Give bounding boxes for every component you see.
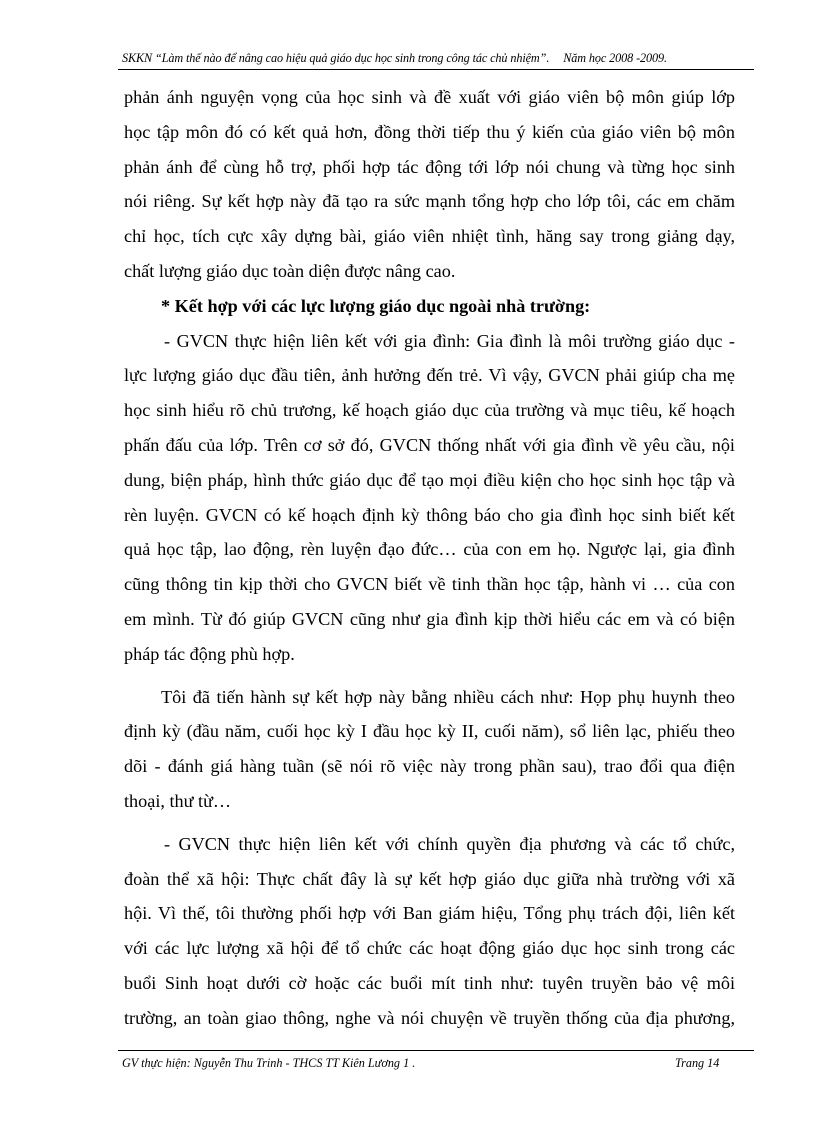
page-footer [122,1056,722,1071]
text-line: thoại, thư từ… [124,790,232,811]
text-line: buổi Sinh hoạt dưới cờ hoặc các buổi mít tinh như: tuyên truyền bảo vệ môi [124,972,735,993]
text-line: Tôi đã tiến hành sự kết hợp này bằng nhiều cách như: Họp phụ huynh theo [161,686,735,707]
text-line: trường, an toàn giao thông, nghe và nói chuyện về truyền thống của địa phương, [124,1007,735,1028]
text-line: nói riêng. Sự kết hợp này đã tạo ra sức mạnh tổng hợp cho lớp tôi, các em chăm [124,191,735,212]
text-line: lực lượng giáo dục đầu tiên, ảnh hưởng đến trẻ. Vì vậy, GVCN phải giúp cha mẹ [124,365,735,386]
text-line: dõi - đánh giá hàng tuần (sẽ nói rõ việc này trong phần sau), trao đổi qua điện [124,756,735,777]
paragraph-2 [124,324,735,672]
text-line: đoàn thể xã hội: Thực chất đây là sự kết hợp giáo dục giữa nhà trường với xã [124,868,735,889]
text-line: pháp tác động phù hợp. [124,643,295,664]
page-header [122,51,752,66]
text-line: với các lực lượng xã hội để tổ chức các hoạt động giáo dục học sinh trong các [124,938,735,959]
text-line: chỉ học, tích cực xây dựng bài, giáo viên nhiệt tình, hăng say trong giảng dạy, [124,226,735,247]
text-line: phản ánh để cùng hỗ trợ, phối hợp tác động tới lớp nói chung và từng học sinh [124,156,735,177]
text-line: dung, biện pháp, hình thức giáo dục để tạo mọi điều kiện cho học sinh học tập và [124,469,735,490]
text-line: chất lượng giáo dục toàn diện được nâng cao. [124,260,456,281]
text-line: quả học tập, lao động, rèn luyện đạo đức… của con em họ. Ngược lại, gia đình [124,539,735,560]
text-line: phấn đấu của lớp. Trên cơ sở đó, GVCN thống nhất với gia đình về yêu cầu, nội [124,434,735,455]
header-year: Năm học 2008 -2009. [563,51,667,65]
document-body [124,80,735,1036]
text-line: cũng thông tin kịp thời cho GVCN biết về tinh thần học tập, hành vi … của con [124,574,735,595]
paragraph-1 [124,80,735,289]
text-line: phản ánh nguyện vọng của học sinh và đề xuất với giáo viên bộ môn giúp lớp [124,87,735,107]
header-title: SKKN “Làm thế nào để nâng cao hiệu quả giáo dục học sinh trong công tác chủ nhiệm”. [122,51,550,65]
paragraph-3 [124,680,735,819]
header-rule [118,69,754,70]
footer-rule [118,1050,754,1051]
paragraph-4 [124,827,735,1036]
footer-author: GV thực hiện: Nguyễn Thu Trinh - THCS TT Kiên Lương 1 . [122,1056,416,1070]
text-line: em mình. Từ đó giúp GVCN cũng như gia đình kịp thời hiểu các em và có biện [124,608,735,629]
text-line: định kỳ (đầu năm, cuối học kỳ I đầu học kỳ II, cuối năm), sổ liên lạc, phiếu theo [124,721,735,742]
text-line: học sinh hiểu rõ chủ trương, kế hoạch giáo dục của trường và mục tiêu, kế hoạch [124,400,735,421]
text-line: rèn luyện. GVCN có kế hoạch định kỳ thông báo cho gia đình học sinh biết kết [124,504,735,525]
text-line: - GVCN thực hiện liên kết với gia đình: Gia đình là môi trường giáo dục - [164,330,735,351]
text-line: học tập môn đó có kết quả hơn, đồng thời tiếp thu ý kiến của giáo viên bộ môn [124,121,735,142]
text-line: - GVCN thực hiện liên kết với chính quyền địa phương và các tổ chức, [164,833,735,854]
text-line: hội. Vì thế, tôi thường phối hợp với Ban giám hiệu, Tổng phụ trách đội, liên kết [124,903,735,924]
page-number: Trang 14 [675,1056,720,1070]
section-heading: * Kết hợp với các lực lượng giáo dục ngoài nhà trường: [161,295,591,316]
